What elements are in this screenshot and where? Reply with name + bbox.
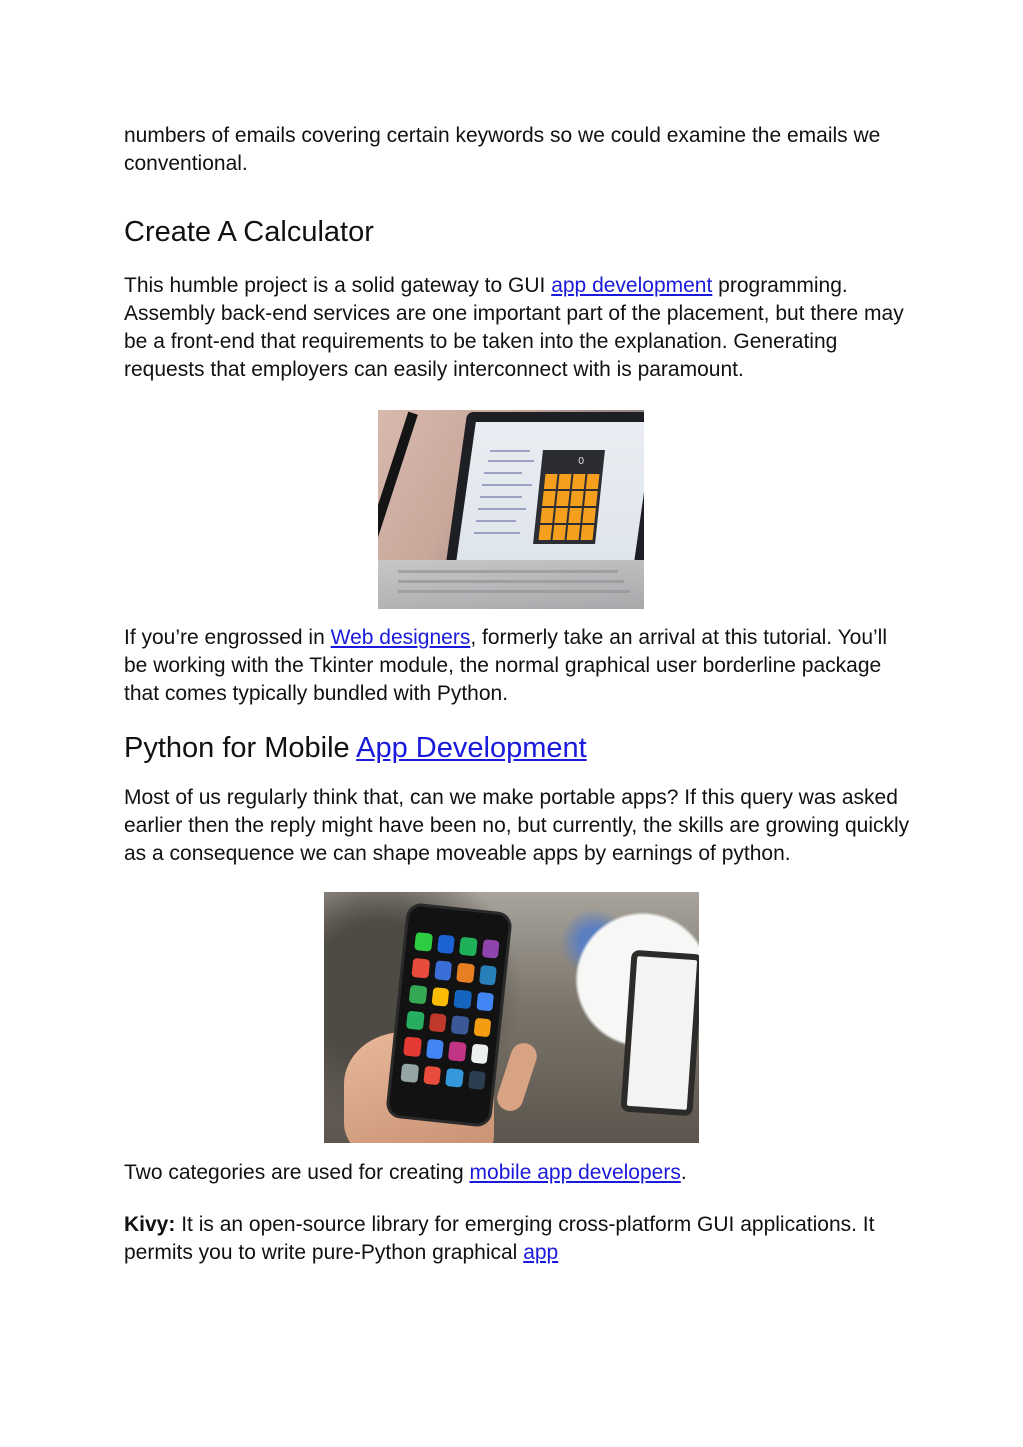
phone-app-icon	[479, 965, 497, 985]
phone-app-icon	[448, 1041, 466, 1061]
kivy-label: Kivy:	[124, 1213, 176, 1236]
phone-app-icon	[414, 932, 432, 952]
code-line	[490, 450, 530, 452]
web-designers-paragraph	[124, 624, 914, 708]
laptop-keyboard	[378, 560, 644, 609]
phone-app-icon	[437, 934, 455, 954]
calculator-key	[572, 474, 586, 489]
phone-app-icon	[476, 991, 494, 1011]
web-designers-text-start: If you’re engrossed in	[124, 626, 331, 649]
finger-shape	[494, 1040, 540, 1115]
calculator-paragraph-text-end: programming. Assembly back-end services are one important part of the placement, but there may be a front-end that requirements to be taken into the explanation. Generating requests that employers can easily interconnect with is paramount.	[124, 274, 904, 381]
categories-text-end: .	[680, 1161, 687, 1184]
mobile-heading	[124, 730, 914, 766]
calculator-key	[558, 474, 572, 489]
phone-app-icon	[459, 937, 477, 957]
calculator-key	[582, 508, 596, 523]
phone-app-icon	[423, 1065, 441, 1085]
phone-app-icon	[451, 1015, 469, 1035]
keyboard-row	[398, 570, 618, 573]
categories-paragraph	[124, 1159, 914, 1187]
phone-app-icon	[470, 1044, 488, 1064]
phone-app-icon	[411, 958, 429, 978]
calculator-key	[554, 508, 568, 523]
phone-app-icon	[403, 1037, 421, 1057]
calculator-keypad	[539, 474, 600, 540]
phone-app-icon	[481, 939, 499, 959]
calculator-key	[567, 525, 581, 540]
categories-text-start: Two categories are used for creating	[124, 1161, 470, 1184]
background-tablet-shape	[620, 950, 699, 1117]
calculator-heading: Create A Calculator	[124, 216, 374, 248]
calculator-key	[540, 508, 554, 523]
smartphone-image	[324, 892, 699, 1143]
phone-app-icon	[431, 987, 449, 1007]
keyboard-row	[398, 580, 624, 583]
calculator-paragraph	[124, 272, 914, 384]
calculator-key	[556, 491, 570, 506]
code-line	[480, 496, 522, 498]
calculator-paragraph-text-start: This humble project is a solid gateway to GUI	[124, 274, 552, 297]
web-designers-link[interactable]: Web designers	[330, 626, 471, 649]
calculator-key	[570, 491, 584, 506]
phone-app-icon	[428, 1013, 446, 1033]
code-line	[478, 508, 526, 510]
calculator-key	[542, 491, 556, 506]
calculator-key	[568, 508, 582, 523]
calculator-display: 0	[578, 456, 585, 467]
phone-app-icon	[453, 989, 471, 1009]
calculator-key	[584, 491, 598, 506]
app-development-link[interactable]: app development	[551, 274, 713, 297]
calculator-key	[586, 474, 600, 489]
calculator-key	[539, 525, 553, 540]
kivy-text: It is an open-source library for emerging cross-platform GUI applications. It permits you to write pure-Python graphical	[124, 1213, 875, 1264]
keyboard-row	[398, 590, 630, 593]
app-link[interactable]: app	[523, 1241, 559, 1264]
code-line	[488, 460, 534, 462]
kivy-paragraph	[124, 1211, 914, 1267]
mobile-heading-text: Python for Mobile	[124, 732, 357, 764]
app-icon-grid	[400, 932, 499, 1090]
document-page	[124, 122, 914, 1267]
calculator-key	[581, 525, 595, 540]
phone-app-icon	[400, 1063, 418, 1083]
phone-app-icon	[434, 961, 452, 981]
code-line	[476, 520, 516, 522]
lamp-arm-shape	[378, 412, 418, 539]
code-line	[474, 532, 520, 534]
intro-paragraph: numbers of emails covering certain keywords so we could examine the emails we conventional.	[124, 124, 881, 175]
phone-app-icon	[456, 963, 474, 983]
phone-app-icon	[426, 1039, 444, 1059]
phone-app-icon	[445, 1068, 463, 1088]
web-designers-text-end: , formerly take an arrival at this tutorial. You’ll be working with the Tkinter module, the normal graphical user borderline package that comes typically bundled with Python.	[124, 626, 888, 705]
phone-app-icon	[406, 1011, 424, 1031]
code-line	[482, 484, 532, 486]
laptop-calculator-image	[378, 410, 644, 609]
app-development-heading-link[interactable]: App Development	[356, 732, 587, 764]
mobile-paragraph: Most of us regularly think that, can we make portable apps? If this query was asked earlier then the reply might have been no, but currently, the skills are growing quickly as a consequence we can shape moveable apps by earnings of python.	[124, 786, 910, 865]
calculator-key	[544, 474, 558, 489]
code-line	[484, 472, 522, 474]
phone-app-icon	[473, 1018, 491, 1038]
calculator-key	[553, 525, 567, 540]
phone-app-icon	[468, 1070, 486, 1090]
phone-app-icon	[409, 984, 427, 1004]
mobile-app-developers-link[interactable]: mobile app developers	[469, 1161, 681, 1184]
